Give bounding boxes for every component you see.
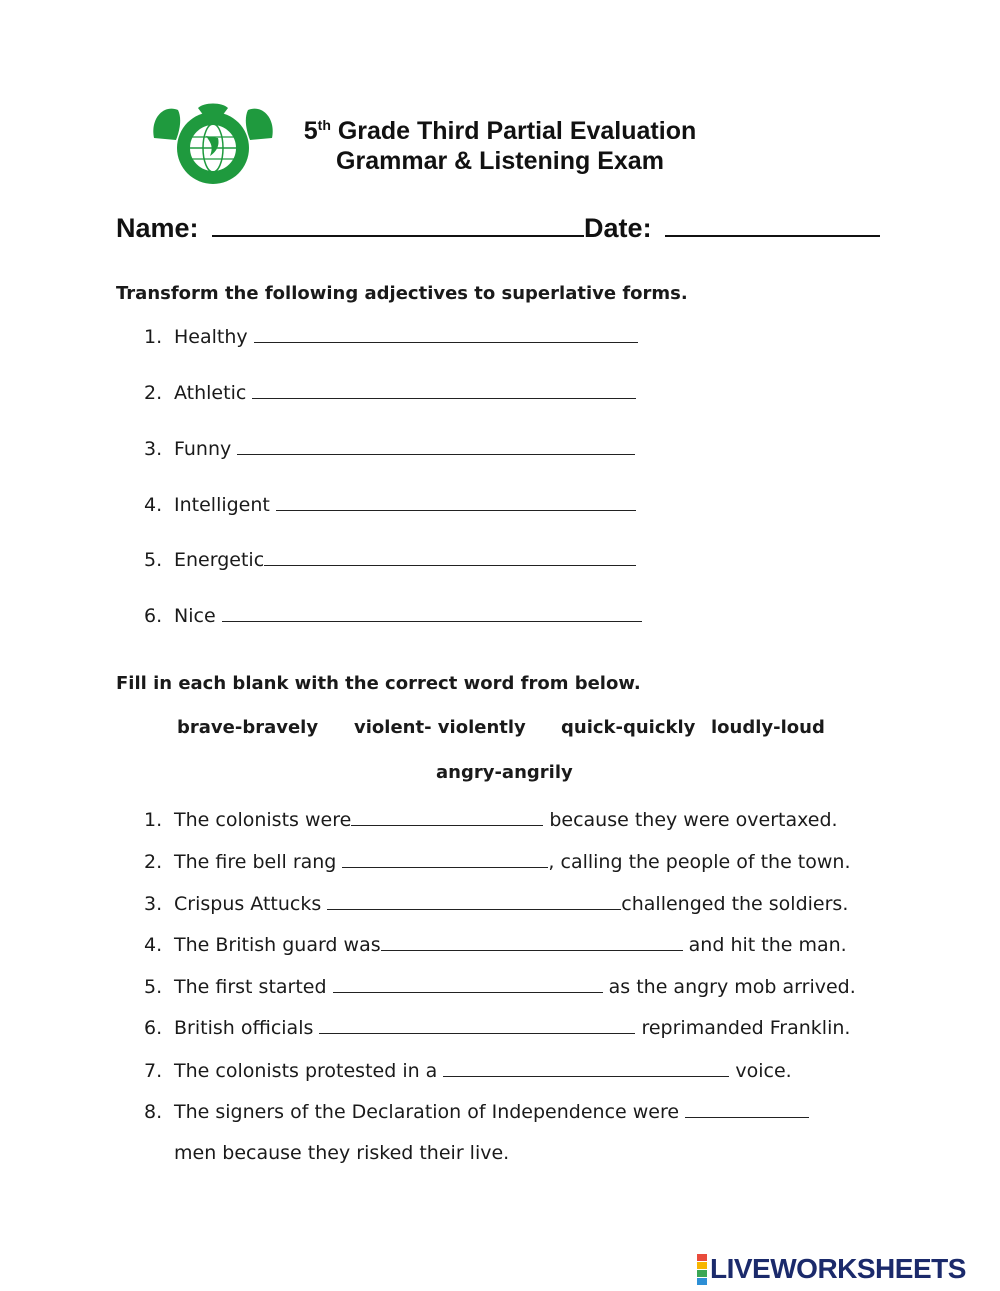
word-bank-item: angry-angrily	[436, 762, 573, 783]
date-blank[interactable]	[665, 210, 880, 237]
answer-blank[interactable]	[276, 492, 636, 511]
list-item: 1. The colonists were because they were overtaxed.	[144, 809, 838, 831]
list-item-continuation: men because they risked their live.	[174, 1142, 510, 1164]
answer-blank[interactable]	[254, 324, 638, 343]
list-item: 3. Funny	[144, 436, 635, 461]
word-bank-item: brave-bravely	[177, 717, 319, 738]
title-line-2: Grammar & Listening Exam	[336, 147, 664, 175]
section2-instruction: Fill in each blank with the correct word from below.	[116, 673, 641, 694]
word-bank-item: violent- violently	[354, 717, 526, 738]
list-item: 6. Nice	[144, 603, 642, 628]
list-item: 2. Athletic	[144, 380, 636, 405]
liveworksheets-logo	[697, 1254, 966, 1284]
list-item: 2. The fire bell rang , calling the people of the town.	[144, 851, 851, 873]
name-blank[interactable]	[212, 210, 584, 237]
answer-blank[interactable]	[319, 1015, 635, 1034]
list-item: 4. Intelligent	[144, 492, 636, 517]
list-item: 1. Healthy	[144, 324, 638, 349]
liveworksheets-brand: LIVEWORKSHEETS	[710, 1253, 966, 1284]
answer-blank[interactable]	[252, 380, 636, 399]
answer-blank[interactable]	[222, 603, 642, 622]
answer-blank[interactable]	[342, 849, 548, 868]
answer-blank[interactable]	[237, 436, 635, 455]
answer-blank[interactable]	[264, 547, 636, 566]
word-bank-item: loudly-loud	[711, 717, 825, 738]
list-item: 8. The signers of the Declaration of Independence were	[144, 1099, 809, 1124]
exam-title	[290, 116, 710, 176]
answer-blank[interactable]	[327, 891, 621, 910]
answer-blank[interactable]	[685, 1099, 809, 1118]
name-date-row	[116, 208, 880, 248]
list-item: 5. The first started as the angry mob arrived.	[144, 976, 856, 998]
title-line-1: 5th Grade Third Partial Evaluation	[303, 117, 697, 145]
name-label: Name:	[116, 213, 199, 243]
answer-blank[interactable]	[381, 932, 683, 951]
date-label: Date:	[584, 213, 652, 243]
answer-blank[interactable]	[333, 974, 603, 993]
section1-instruction: Transform the following adjectives to superlative forms.	[116, 283, 688, 304]
list-item: 3. Crispus Attucks challenged the soldiers.	[144, 893, 849, 915]
word-bank-item: quick-quickly	[561, 717, 696, 738]
answer-blank[interactable]	[351, 807, 543, 826]
list-item: 6. British officials reprimanded Franklin.	[144, 1017, 851, 1039]
list-item: 7. The colonists protested in a voice.	[144, 1060, 792, 1082]
school-logo	[148, 100, 278, 190]
answer-blank[interactable]	[443, 1058, 729, 1077]
list-item: 5. Energetic	[144, 547, 636, 572]
liveworksheets-icon	[697, 1254, 707, 1285]
list-item: 4. The British guard was and hit the man.	[144, 934, 847, 956]
